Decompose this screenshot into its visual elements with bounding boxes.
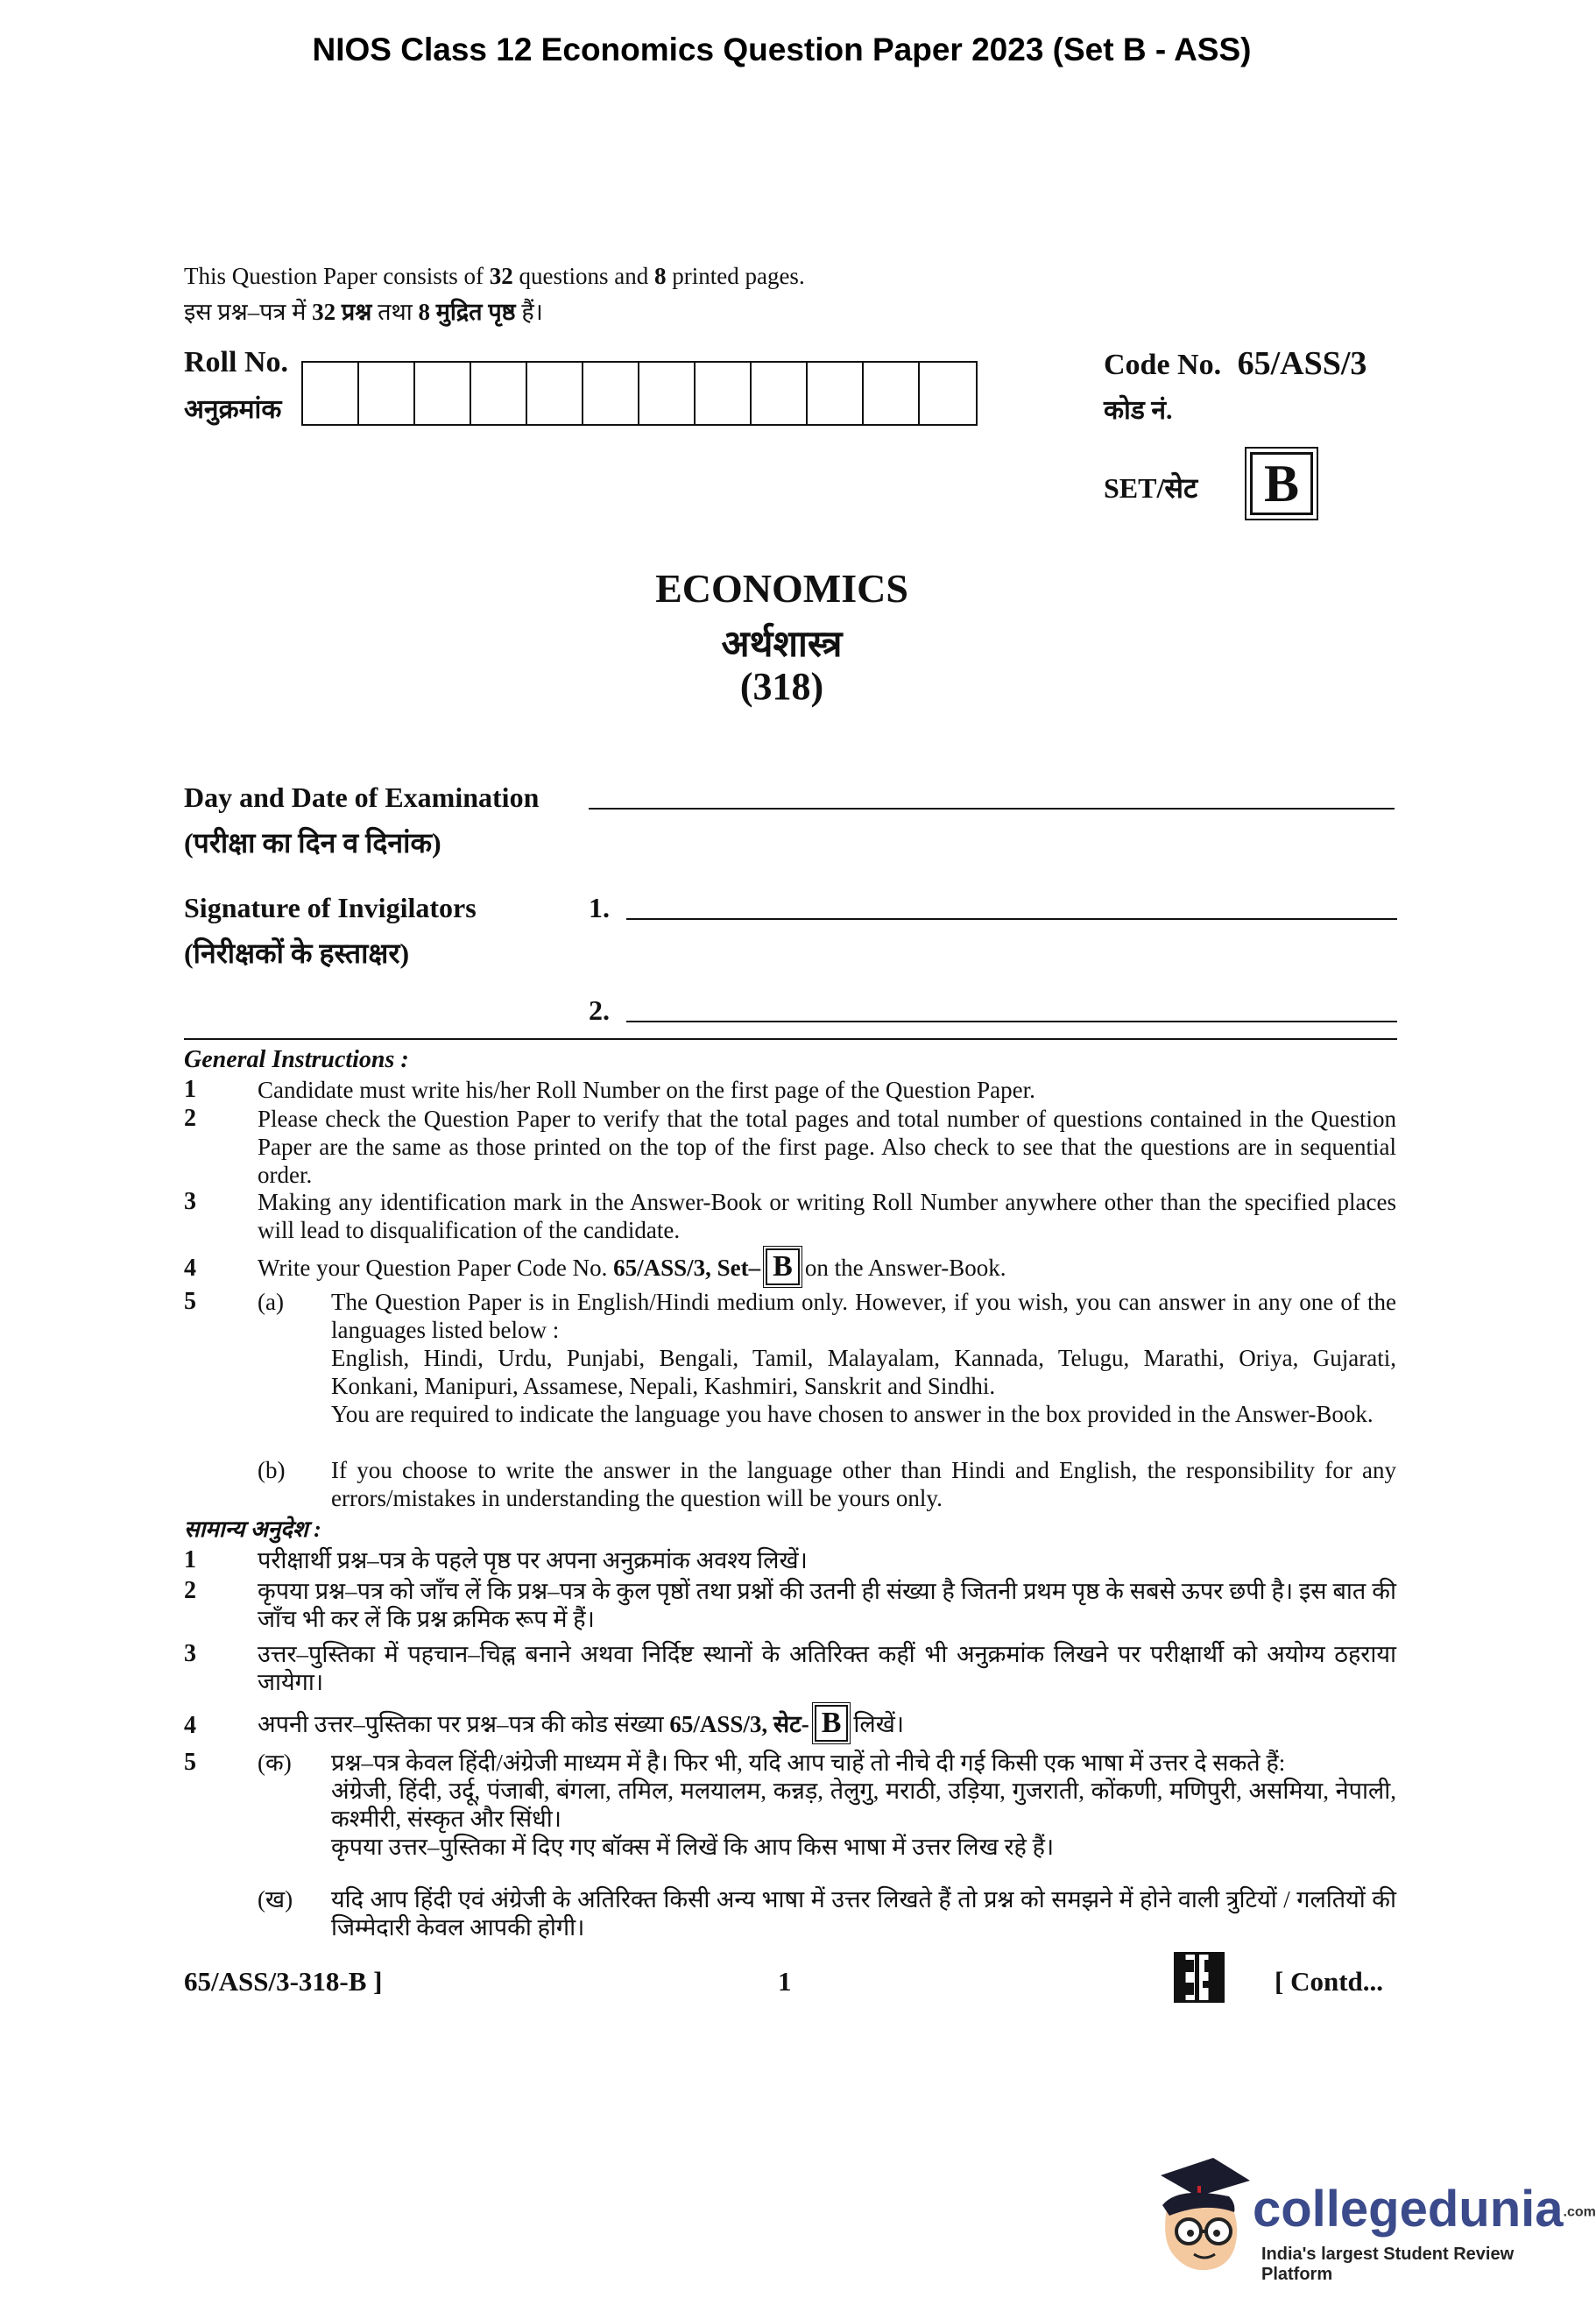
roll-cell[interactable] xyxy=(752,363,808,424)
instruction-item-hi xyxy=(258,1705,1396,1742)
qr-code-icon xyxy=(1174,1952,1225,2003)
instr-num: 2 xyxy=(184,1105,196,1132)
sub-item-label: (ख) xyxy=(258,1886,293,1913)
code-value: 65/ASS/3 xyxy=(1237,345,1367,382)
consists-line-en xyxy=(184,263,805,290)
consists-text: printed pages. xyxy=(666,263,805,289)
roll-cell[interactable] xyxy=(415,363,471,424)
code-label: Code No. xyxy=(1104,349,1222,381)
invigilator-label: Signature of Invigilators xyxy=(184,892,477,923)
subject-code: (318) xyxy=(739,665,824,708)
instruction-item-hi: परीक्षार्थी प्रश्न–पत्र के पहले पृष्ठ पर अपना अनुक्रमांक अवश्य लिखें। xyxy=(258,1547,808,1573)
instr-num: 2 xyxy=(184,1577,196,1604)
roll-cell[interactable] xyxy=(583,363,639,424)
set-box-inline: B xyxy=(766,1248,800,1285)
roll-label-en: Roll No. xyxy=(184,346,288,378)
consists-text: This Question Paper consists of xyxy=(184,263,490,289)
roll-number-grid[interactable] xyxy=(301,361,978,426)
consists-text: 8 मुद्रित पृष्ठ xyxy=(418,299,516,325)
roll-cell[interactable] xyxy=(864,363,920,424)
code-label-hi: कोड नं. xyxy=(1104,396,1173,425)
instruction-text: अपनी उत्तर–पुस्तिका पर प्रश्न–पत्र की कोड संख्या xyxy=(258,1711,670,1737)
instruction-text: कृपया उत्तर–पुस्तिका में दिए गए बॉक्स में लिखें कि आप किस भाषा में उत्तर लिख रहे हैं। xyxy=(331,1834,1055,1860)
instruction-item: Candidate must write his/her Roll Number on the first page of the Question Paper. xyxy=(258,1077,1035,1103)
instruction-item-hi xyxy=(331,1749,1396,1861)
instr-num: 1 xyxy=(184,1076,196,1103)
questions-count: 32 xyxy=(489,263,513,289)
general-instructions-heading-hi: सामान्य अनुदेश : xyxy=(184,1517,321,1542)
set-box: B xyxy=(1250,452,1313,515)
collegedunia-mascot-icon xyxy=(1143,2151,1257,2282)
consists-text: इस प्रश्न–पत्र में xyxy=(184,299,313,325)
subject-title: ECONOMICS xyxy=(655,566,908,611)
subject-title-hi: अर्थशास्त्र xyxy=(721,625,843,665)
instruction-item: Please check the Question Paper to verify that the total pages and total number of questions contained in the Question Paper are the same as those printed on the top of the first page. Also check to see that the questions are in sequential order. xyxy=(258,1106,1396,1188)
instruction-item: Making any identification mark in the Answer-Book or writing Roll Number anywhere other than the specified places will lead to disqualification of the candidate. xyxy=(258,1189,1396,1243)
collegedunia-logo xyxy=(1253,2180,1596,2238)
instr-num: 5 xyxy=(184,1288,196,1315)
sub-item-label: (क) xyxy=(258,1750,292,1776)
instruction-item-hi: यदि आप हिंदी एवं अंग्रेजी के अतिरिक्त किसी अन्य भाषा में उत्तर लिखते हैं तो प्रश्न को समझने में होने वाली त्रुटियों / गलतियों की जिम्मेदारी केवल आपकी होगी। xyxy=(331,1886,1396,1941)
exam-date-line[interactable] xyxy=(589,808,1395,810)
roll-cell[interactable] xyxy=(359,363,415,424)
invigilator-1-label: 1. xyxy=(589,892,610,923)
instruction-item xyxy=(331,1288,1396,1428)
sub-item-label: (a) xyxy=(258,1289,284,1315)
footer-code: 65/ASS/3-318-B ] xyxy=(184,1966,383,1997)
consists-line-hi xyxy=(184,294,543,327)
instruction-item xyxy=(258,1248,1396,1285)
section-divider xyxy=(184,1038,1397,1040)
contd-label: [ Contd... xyxy=(1275,1966,1384,1997)
consists-text: questions and xyxy=(512,263,654,289)
instr-num: 4 xyxy=(184,1255,196,1282)
roll-label-hi: अनुक्रमांक xyxy=(184,395,282,424)
instr-num: 3 xyxy=(184,1188,196,1215)
roll-cell[interactable] xyxy=(303,363,359,424)
consists-text: तथा xyxy=(371,299,419,325)
sub-item-label: (b) xyxy=(258,1457,286,1483)
roll-cell[interactable] xyxy=(527,363,583,424)
logo-suffix: .com xyxy=(1563,2204,1596,2220)
page-banner: NIOS Class 12 Economics Question Paper 2023 (Set B - ASS) xyxy=(312,32,1252,67)
instr-num: 4 xyxy=(184,1712,196,1739)
instruction-text: प्रश्न–पत्र केवल हिंदी/अंग्रेजी माध्यम में है। फिर भी, यदि आप चाहें तो नीचे दी गई किसी एक भाषा में उत्तर दे सकते हैं: xyxy=(331,1750,1286,1776)
instruction-item-hi: उत्तर–पुस्तिका में पहचान–चिह्न बनाने अथवा निर्दिष्ट स्थानों के अतिरिक्त कहीं भी अनुक्रमांक लिखने पर परीक्षार्थी को अयोग्य ठहराया जायेगा। xyxy=(258,1641,1396,1695)
invigilator-1-line[interactable] xyxy=(626,918,1397,920)
instruction-text: लिखें। xyxy=(853,1711,905,1737)
roll-cell[interactable] xyxy=(696,363,752,424)
set-box-inline: B xyxy=(815,1705,849,1742)
instr-num: 3 xyxy=(184,1640,196,1667)
instruction-text: Write your Question Paper Code No. xyxy=(258,1255,614,1281)
instruction-text: You are required to indicate the language you have chosen to answer in the box provided in the Answer-Book. xyxy=(331,1401,1374,1427)
consists-text: 32 प्रश्न xyxy=(312,299,372,325)
pages-count: 8 xyxy=(653,263,667,289)
exam-date-label: Day and Date of Examination xyxy=(184,781,540,813)
roll-cell[interactable] xyxy=(639,363,696,424)
roll-cell[interactable] xyxy=(920,363,976,424)
paper-code: 65/ASS/3, सेट- xyxy=(669,1711,809,1737)
languages-list: अंग्रेजी, हिंदी, उर्दू, पंजाबी, बंगला, तमिल, मलयालम, कन्नड़, तेलुगु, मराठी, उड़िया, गुजराती, कोंकणी, मणिपुरी, असमिया, नेपाली, कश्मीरी, संस्कृत और सिंधी। xyxy=(331,1778,1396,1832)
instr-num: 1 xyxy=(184,1546,196,1573)
instruction-text: on the Answer-Book. xyxy=(804,1255,1006,1281)
page-number: 1 xyxy=(778,1966,792,1997)
logo-tagline: India's largest Student Review Platform xyxy=(1261,2245,1515,2284)
exam-date-label-hi: (परीक्षा का दिन व दिनांक) xyxy=(184,827,441,859)
paper-code: 65/ASS/3, Set– xyxy=(613,1255,761,1281)
invigilator-2-line[interactable] xyxy=(626,1021,1397,1022)
instruction-text: The Question Paper is in English/Hindi medium only. However, if you wish, you can answer in any one of the languages listed below : xyxy=(331,1289,1396,1343)
code-number xyxy=(1104,344,1366,383)
general-instructions-heading: General Instructions : xyxy=(184,1046,409,1073)
instruction-item-hi: कृपया प्रश्न–पत्र को जाँच लें कि प्रश्न–पत्र के कुल पृष्ठों तथा प्रश्नों की उतनी ही संख्या है जितनी प्रथम पृष्ठ के सबसे ऊपर छपी है। इस बात की जाँच भी कर लें कि प्रश्न क्रमिक रूप में हैं। xyxy=(258,1578,1396,1632)
instr-num: 5 xyxy=(184,1749,196,1776)
roll-cell[interactable] xyxy=(808,363,864,424)
invigilator-label-hi: (निरीक्षकों के हस्ताक्षर) xyxy=(184,937,410,969)
set-label: SET/सेट xyxy=(1104,472,1198,504)
invigilator-2-label: 2. xyxy=(589,994,610,1026)
consists-text: हैं। xyxy=(515,299,543,325)
languages-list: English, Hindi, Urdu, Punjabi, Bengali, Tamil, Malayalam, Kannada, Telugu, Marathi, Oriya, Gujarati, Konkani, Manipuri, Assamese, Nepali, Kashmiri, Sanskrit and Sindhi. xyxy=(331,1345,1396,1399)
instruction-item: If you choose to write the answer in the language other than Hindi and English, the responsibility for any errors/mistakes in understanding the question will be yours only. xyxy=(331,1457,1396,1511)
logo-name: collegedunia xyxy=(1253,2181,1564,2238)
roll-cell[interactable] xyxy=(471,363,527,424)
